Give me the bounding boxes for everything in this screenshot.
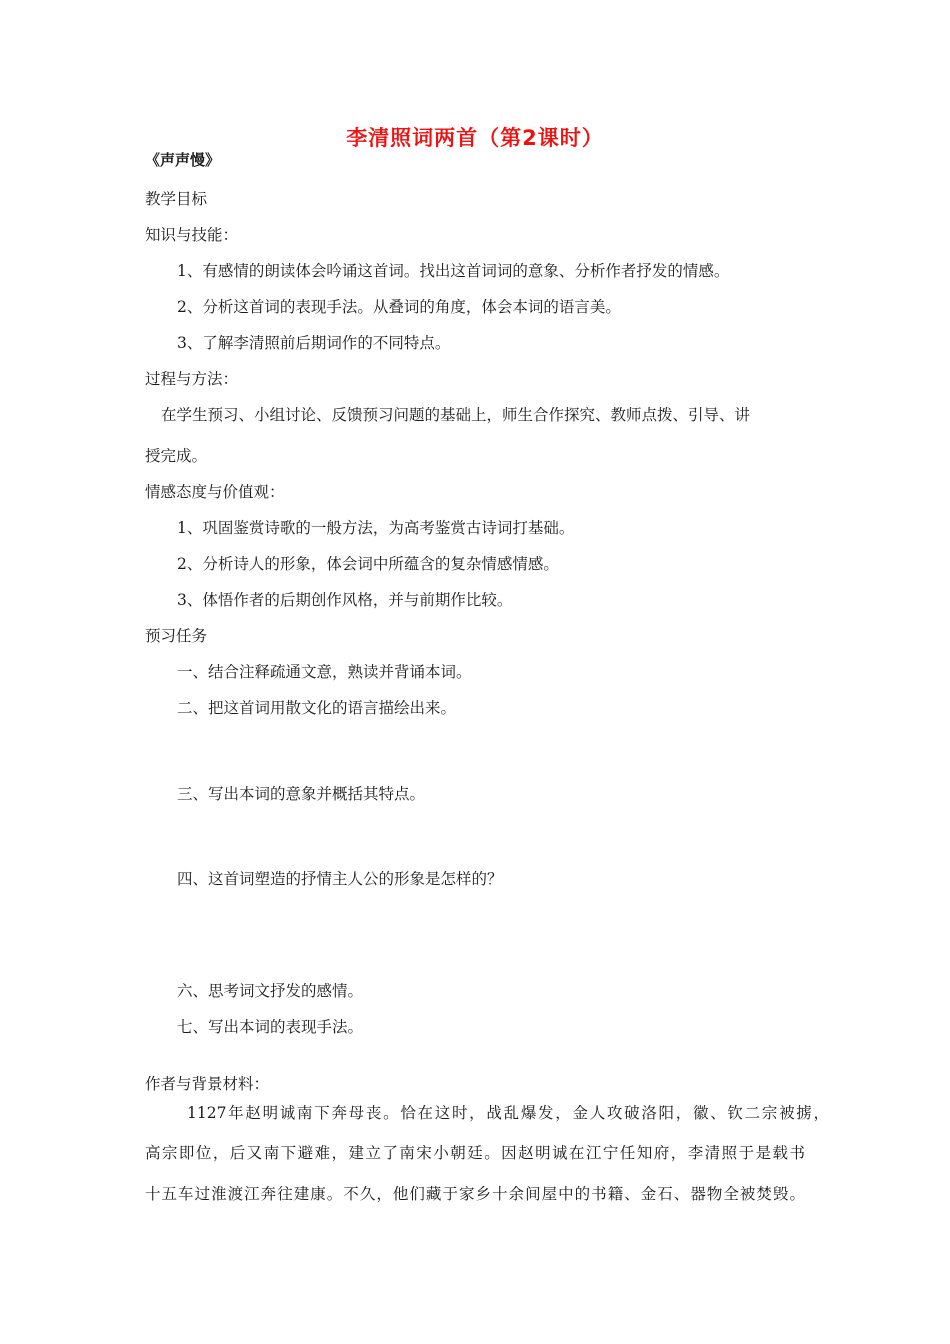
process-heading: 过程与方法： xyxy=(145,370,239,388)
preview-item: 三、写出本词的意象并概括其特点。 xyxy=(177,785,426,803)
background-paragraph-line: 十五车过淮渡江奔往建康。不久，他们藏于家乡十余间屋中的书籍、金石、器物全被焚毁。 xyxy=(145,1185,805,1203)
knowledge-item: 1、有感情的朗读体会吟诵这首词。找出这首词词的意象、分析作者抒发的情感。 xyxy=(177,262,730,280)
preview-heading: 预习任务 xyxy=(145,627,208,645)
document-title: 李清照词两首（第2课时） xyxy=(346,126,604,150)
emotion-item: 3、体悟作者的后期创作风格，并与前期作比较。 xyxy=(177,591,513,609)
emotion-item: 2、分析诗人的形象，体会词中所蕴含的复杂情感情感。 xyxy=(177,555,559,573)
knowledge-heading: 知识与技能： xyxy=(145,226,239,244)
objectives-heading: 教学目标 xyxy=(145,190,208,208)
background-paragraph-line: 高宗即位，后又南下避难，建立了南宋小朝廷。因赵明诚在江宁任知府，李清照于是载书 xyxy=(145,1144,805,1162)
preview-item: 六、思考词文抒发的感情。 xyxy=(177,982,364,1000)
knowledge-item: 3、了解李清照前后期词作的不同特点。 xyxy=(177,334,451,352)
process-text-continued: 授完成。 xyxy=(145,447,208,465)
background-paragraph-line: 1127年赵明诚南下奔母丧。恰在这时，战乱爆发，金人攻破洛阳，徽、钦二宗被掳， xyxy=(187,1104,829,1122)
preview-item: 七、写出本词的表现手法。 xyxy=(177,1018,364,1036)
preview-item: 一、结合注释疏通文意，熟读并背诵本词。 xyxy=(177,663,472,681)
knowledge-item: 2、分析这首词的表现手法。从叠词的角度，体会本词的语言美。 xyxy=(177,298,621,316)
emotion-item: 1、巩固鉴赏诗歌的一般方法，为高考鉴赏古诗词打基础。 xyxy=(177,519,575,537)
poem-title: 《声声慢》 xyxy=(145,151,221,169)
process-text: 在学生预习、小组讨论、反馈预习问题的基础上，师生合作探究、教师点拨、引导、讲 xyxy=(161,406,751,424)
preview-item: 二、把这首词用散文化的语言描绘出来。 xyxy=(177,699,457,717)
preview-item: 四、这首词塑造的抒情主人公的形象是怎样的？ xyxy=(177,870,503,888)
background-heading: 作者与背景材料： xyxy=(145,1075,270,1093)
emotion-heading: 情感态度与价值观： xyxy=(145,483,285,501)
